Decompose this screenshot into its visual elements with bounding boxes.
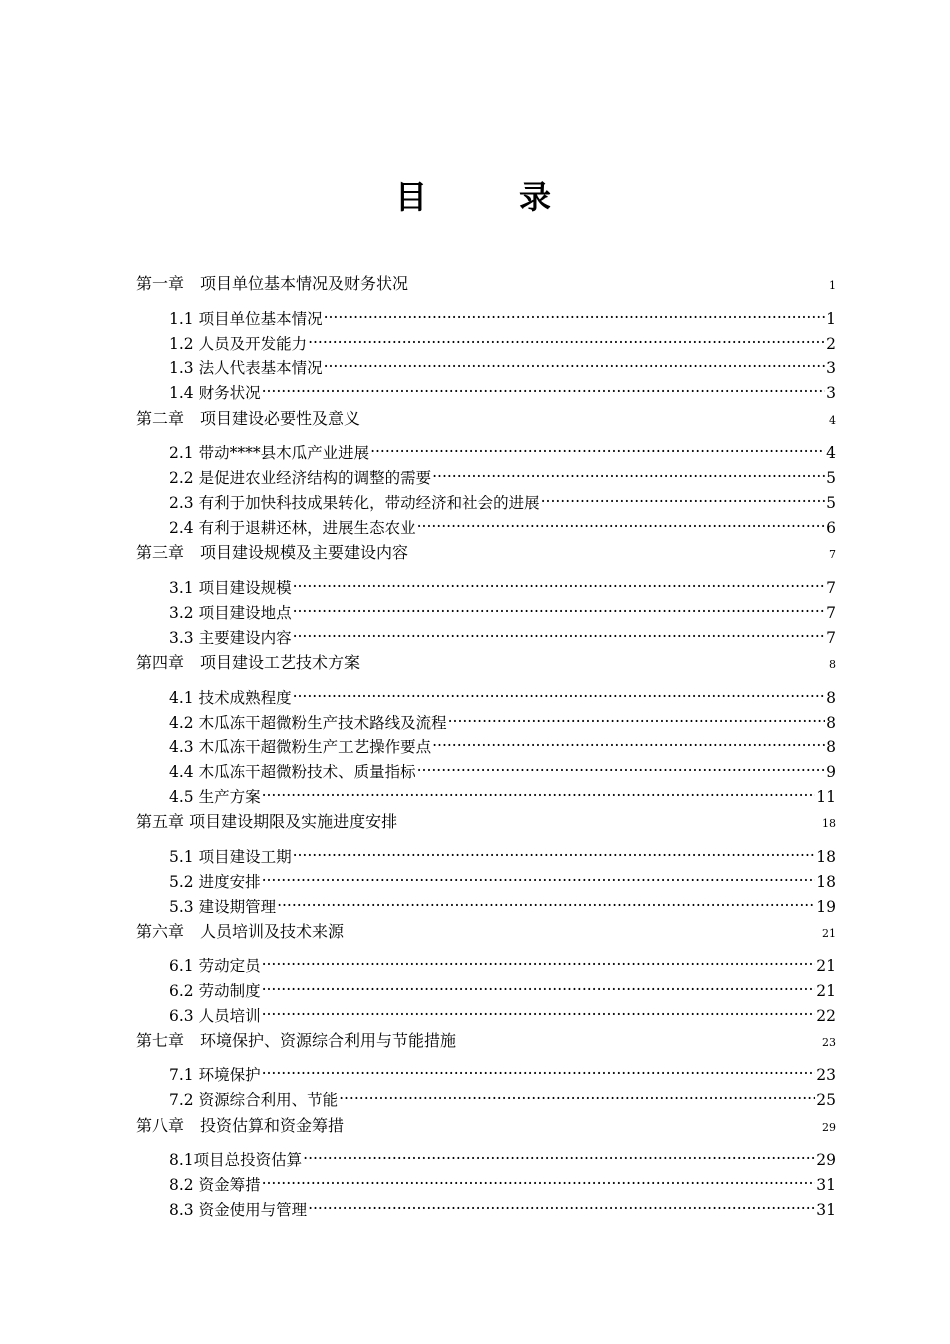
toc-entry-label: 1.2 人员及开发能力: [169, 335, 308, 353]
toc-leader-dots: [293, 628, 826, 644]
toc-entry-label: 5.1 项目建设工期: [169, 848, 292, 866]
toc-leader-dots: [277, 897, 815, 913]
toc-section-entry[interactable]: [136, 870, 836, 894]
toc-section-entry[interactable]: [136, 601, 836, 625]
toc-page-number: 18: [816, 848, 836, 866]
toc-section-entry[interactable]: [136, 895, 836, 919]
toc-page-number: 31: [816, 1201, 836, 1219]
toc-page-number: 18: [822, 817, 836, 830]
toc-entry-label: 6.3 人员培训: [169, 1007, 261, 1025]
toc-page-number: 18: [816, 873, 836, 891]
toc-page-number: 21: [816, 957, 836, 975]
toc-page-number: 4: [829, 414, 836, 427]
toc-leader-dots: [432, 737, 825, 753]
toc-entry-label: 4.3 木瓜冻干超微粉生产工艺操作要点: [169, 738, 432, 756]
toc-chapter-entry[interactable]: [136, 1029, 836, 1053]
toc-leader-dots: [417, 518, 826, 534]
toc-section-entry[interactable]: [136, 954, 836, 978]
toc-leader-dots: [398, 818, 821, 827]
toc-entry-label: 第四章 项目建设工艺技术方案: [136, 653, 361, 672]
toc-entry-label: 7.2 资源综合利用、节能: [169, 1091, 339, 1109]
toc-chapter-entry[interactable]: [136, 407, 836, 431]
toc-section-entry[interactable]: [136, 686, 836, 710]
toc-leader-dots: [541, 493, 826, 509]
toc-leader-dots: [361, 659, 828, 668]
toc-section-entry[interactable]: [136, 516, 836, 540]
toc-leader-dots: [303, 1150, 815, 1166]
toc-section-entry[interactable]: [136, 845, 836, 869]
toc-leader-dots: [308, 334, 825, 350]
toc-entry-label: 8.3 资金使用与管理: [169, 1201, 308, 1219]
toc-page-number: 19: [816, 898, 836, 916]
toc-section-entry[interactable]: [136, 979, 836, 1003]
toc-section-entry[interactable]: [136, 1088, 836, 1112]
toc-section-entry[interactable]: [136, 626, 836, 650]
toc-page-number: 23: [822, 1036, 836, 1049]
toc-section-entry[interactable]: [136, 466, 836, 490]
toc-leader-dots: [370, 443, 825, 459]
toc-leader-dots: [345, 1122, 821, 1131]
toc-leader-dots: [457, 1037, 821, 1046]
toc-entry-label: 4.5 生产方案: [169, 788, 261, 806]
toc-entry-label: 第一章 项目单位基本情况及财务状况: [136, 274, 409, 293]
toc-section-entry[interactable]: [136, 1198, 836, 1222]
toc-page-number: 1: [826, 310, 836, 328]
toc-section-entry[interactable]: [136, 491, 836, 515]
toc-leader-dots: [262, 383, 826, 399]
toc-leader-dots: [339, 1090, 815, 1106]
toc-leader-dots: [262, 787, 816, 803]
toc-leader-dots: [409, 280, 828, 289]
toc-page-number: 11: [816, 788, 836, 806]
toc-entry-label: 2.2 是促进农业经济结构的调整的需要: [169, 469, 432, 487]
toc-entry-label: 3.2 项目建设地点: [169, 604, 292, 622]
toc-section-entry[interactable]: [136, 1004, 836, 1028]
toc-page-number: 22: [816, 1007, 836, 1025]
toc-entry-label: 第七章 环境保护、资源综合利用与节能措施: [136, 1031, 457, 1050]
toc-entry-label: 5.3 建设期管理: [169, 898, 277, 916]
toc-page-number: 8: [826, 738, 836, 756]
toc-leader-dots: [324, 309, 826, 325]
toc-leader-dots: [262, 956, 816, 972]
toc-section-entry[interactable]: [136, 356, 836, 380]
toc-page-number: 1: [829, 279, 836, 292]
toc-leader-dots: [262, 1065, 816, 1081]
toc-section-entry[interactable]: [136, 1148, 836, 1172]
toc-page-number: 5: [826, 494, 836, 512]
toc-page-number: 23: [816, 1066, 836, 1084]
toc-leader-dots: [345, 928, 821, 937]
toc-entry-label: 8.2 资金筹措: [169, 1176, 261, 1194]
toc-leader-dots: [308, 1200, 815, 1216]
toc-chapter-entry[interactable]: [136, 272, 836, 296]
toc-entry-label: 2.3 有利于加快科技成果转化，带动经济和社会的进展: [169, 494, 540, 512]
toc-entry-label: 6.1 劳动定员: [169, 957, 261, 975]
toc-entry-label: 第八章 投资估算和资金筹措: [136, 1116, 345, 1135]
page-title: 目 录: [394, 178, 581, 216]
toc-page-number: 8: [829, 658, 836, 671]
toc-leader-dots: [448, 713, 826, 729]
toc-leader-dots: [417, 762, 826, 778]
toc-section-entry[interactable]: [136, 441, 836, 465]
toc-leader-dots: [262, 1175, 816, 1191]
toc-entry-label: 7.1 环境保护: [169, 1066, 261, 1084]
toc-entry-label: 2.4 有利于退耕还林，进展生态农业: [169, 519, 416, 537]
toc-entry-label: 8.1项目总投资估算: [169, 1151, 303, 1169]
toc-page-number: 21: [816, 982, 836, 1000]
toc-page-number: 3: [826, 384, 836, 402]
toc-section-entry[interactable]: [136, 381, 836, 405]
toc-entry-label: 1.4 财务状况: [169, 384, 261, 402]
toc-page-number: 9: [826, 763, 836, 781]
toc-entry-label: 第三章 项目建设规模及主要建设内容: [136, 543, 409, 562]
toc-chapter-entry[interactable]: [136, 651, 836, 675]
toc-entry-label: 5.2 进度安排: [169, 873, 261, 891]
toc-leader-dots: [361, 415, 828, 424]
toc-section-entry[interactable]: [136, 711, 836, 735]
toc-leader-dots: [293, 688, 826, 704]
toc-page-number: 29: [816, 1151, 836, 1169]
toc-page-number: 21: [822, 927, 836, 940]
toc-page-number: 29: [822, 1121, 836, 1134]
toc-entry-label: 3.1 项目建设规模: [169, 579, 292, 597]
toc-leader-dots: [324, 358, 826, 374]
toc-chapter-entry[interactable]: [136, 1114, 836, 1138]
toc-leader-dots: [293, 578, 826, 594]
toc-chapter-entry[interactable]: [136, 541, 836, 565]
toc-leader-dots: [262, 1006, 816, 1022]
toc-leader-dots: [293, 847, 816, 863]
toc-entry-label: 3.3 主要建设内容: [169, 629, 292, 647]
toc-section-entry[interactable]: [136, 1173, 836, 1197]
toc-section-entry[interactable]: [136, 332, 836, 356]
toc-entry-label: 1.3 法人代表基本情况: [169, 359, 323, 377]
toc-page-number: 7: [826, 579, 836, 597]
toc-page-number: 6: [826, 519, 836, 537]
toc-leader-dots: [432, 468, 825, 484]
toc-section-entry[interactable]: [136, 307, 836, 331]
toc-page-number: 31: [816, 1176, 836, 1194]
toc-entry-label: 1.1 项目单位基本情况: [169, 310, 323, 328]
toc-page-number: 7: [826, 604, 836, 622]
toc-leader-dots: [293, 603, 826, 619]
toc-page-number: 5: [826, 469, 836, 487]
toc-page-number: 8: [826, 714, 836, 732]
toc-page-number: 4: [826, 444, 836, 462]
toc-entry-label: 第五章 项目建设期限及实施进度安排: [136, 812, 398, 831]
toc-leader-dots: [409, 549, 828, 558]
toc-entry-label: 6.2 劳动制度: [169, 982, 261, 1000]
toc-chapter-entry[interactable]: [136, 810, 836, 834]
toc-section-entry[interactable]: [136, 576, 836, 600]
toc-page-number: 7: [826, 629, 836, 647]
toc-page-number: 2: [826, 335, 836, 353]
toc-leader-dots: [262, 981, 816, 997]
toc-entry-label: 4.1 技术成熟程度: [169, 689, 292, 707]
toc-entry-label: 4.2 木瓜冻干超微粉生产技术路线及流程: [169, 714, 447, 732]
toc-page-number: 3: [826, 359, 836, 377]
toc-page-number: 8: [826, 689, 836, 707]
toc-entry-label: 4.4 木瓜冻干超微粉技术、质量指标: [169, 763, 416, 781]
toc-page-number: 7: [829, 548, 836, 561]
toc-entry-label: 第二章 项目建设必要性及意义: [136, 409, 361, 428]
toc-section-entry[interactable]: [136, 1063, 836, 1087]
toc-entry-label: 第六章 人员培训及技术来源: [136, 922, 345, 941]
toc-page-number: 25: [816, 1091, 836, 1109]
toc-entry-label: 2.1 带动****县木瓜产业进展: [169, 444, 370, 462]
toc-leader-dots: [262, 872, 816, 888]
toc-chapter-entry[interactable]: [136, 920, 836, 944]
toc-section-entry[interactable]: [136, 760, 836, 784]
toc-section-entry[interactable]: [136, 735, 836, 759]
toc-section-entry[interactable]: [136, 785, 836, 809]
